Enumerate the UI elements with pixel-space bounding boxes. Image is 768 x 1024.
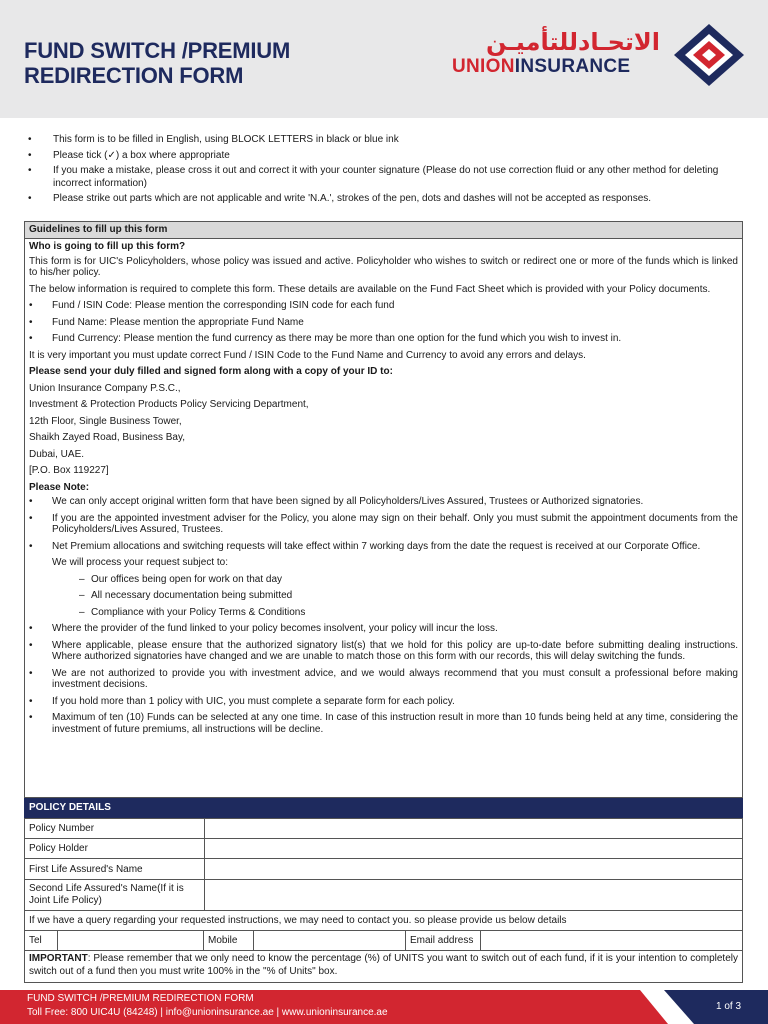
logo-union: UNION <box>452 56 515 77</box>
page-header <box>0 0 768 118</box>
address-line: Shaikh Zayed Road, Business Bay, <box>29 432 186 443</box>
instructions-list <box>28 134 740 209</box>
note-item: • We can only accept original written form that have been signed by all Policyholders/Lives Assured, Trustees or Authorized signatories. <box>29 496 738 508</box>
tel-field[interactable] <box>58 931 204 951</box>
policy-details-heading: POLICY DETAILS <box>24 798 743 818</box>
policy-details-table <box>24 818 743 911</box>
address-line: Dubai, UAE. <box>29 448 85 460</box>
svg-text:الاتحـادللتأميـن: الاتحـادللتأميـن <box>485 28 660 56</box>
guidelines-box <box>24 221 743 798</box>
info-bullet: • Fund / ISIN Code: Please mention the corresponding ISIN code for each fund <box>29 300 738 312</box>
note-item: • Net Premium allocations and switching requests will take effect within 7 working days from the date the request is received at our Corporate Office. <box>29 541 738 553</box>
form-title-line1: FUND SWITCH /PREMIUM <box>24 38 291 63</box>
info-text: The below information is required to complete this form. These details are available on the Fund Fact Sheet which is provided with your Policy documents. <box>29 283 711 295</box>
email-label: Email address <box>406 931 481 951</box>
important-note <box>24 950 743 983</box>
form-title <box>24 38 290 88</box>
instruction-item: • Please tick (✓) a box where appropriate <box>28 150 740 163</box>
note-item: • Maximum of ten (10) Funds can be selected at any one time. In case of this instruction result in more than 10 funds being held at any time, considering the investment of future premiums, all instructions will be decline. <box>29 712 738 735</box>
instruction-item: • If you make a mistake, please cross it out and correct it with your counter signature (Please do not use correction fluid or any other method for deleting incorrect information) <box>28 165 740 190</box>
process-item: – Our offices being open for work on that day <box>29 574 738 586</box>
note-heading: Please Note: <box>29 481 90 493</box>
logo-wordmark <box>452 56 630 78</box>
first-life-assured-label: First Life Assured's Name <box>25 859 205 880</box>
process-item: – All necessary documentation being submitted <box>29 590 738 602</box>
logo-arabic-text <box>452 26 664 58</box>
note-item: • Where applicable, please ensure that the authorized signatory list(s) that we hold for this policy are up-to-date before submitting dealing instructions. Where authorized signatories have changed and we are unable to match those on this form with our records, this will delay switching the funds. <box>29 640 738 663</box>
process-intro: We will process your request subject to: <box>52 557 229 568</box>
table-row <box>25 880 743 911</box>
union-insurance-logo-icon <box>672 22 746 88</box>
table-row <box>25 819 743 839</box>
table-row <box>25 839 743 859</box>
policy-holder-label: Policy Holder <box>25 839 205 859</box>
logo-insurance: INSURANCE <box>514 56 631 77</box>
send-heading: Please send your duly filled and signed form along with a copy of your ID to: <box>29 366 393 377</box>
info-bullet: • Fund Currency: Please mention the fund currency as there may be more than one option for the fund which you wish to invest in. <box>29 333 738 345</box>
table-row <box>25 931 743 951</box>
instruction-item: • Please strike out parts which are not applicable and write 'N.A.', strokes of the pen, dots and dashes will not be accepted as responses. <box>28 193 740 206</box>
note-item: • If you are the appointed investment adviser for the Policy, you alone may sign on their behalf. Only you must submit the appointment documents from the Policyholders/Lives Assured, Trustees. <box>29 513 738 536</box>
mobile-field[interactable] <box>254 931 406 951</box>
form-title-line2: REDIRECTION FORM <box>24 63 244 88</box>
guidelines-heading: Guidelines to fill up this form <box>25 222 742 239</box>
important-text: : Please remember that we only need to know the percentage (%) of UNITS you want to switch out of each fund, if it is your intention to completely switch out of a fund then you must write 100% in the "% of Units" box. <box>29 953 738 977</box>
tel-label: Tel <box>25 931 58 951</box>
policy-number-label: Policy Number <box>25 819 205 839</box>
second-life-assured-label: Second Life Assured's Name(If it is Joint Life Policy) <box>25 880 205 911</box>
footer-form-name: FUND SWITCH /PREMIUM REDIRECTION FORM <box>27 993 254 1004</box>
note-item: • Where the provider of the fund linked to your policy becomes insolvent, your policy will incur the loss. <box>29 623 738 635</box>
email-field[interactable] <box>481 931 743 951</box>
instruction-item: • This form is to be filled in English, using BLOCK LETTERS in black or blue ink <box>28 134 740 147</box>
process-item: – Compliance with your Policy Terms & Conditions <box>29 607 738 619</box>
first-life-assured-field[interactable] <box>205 859 743 880</box>
address-line: Union Insurance Company P.S.C., <box>29 382 181 394</box>
address-line: 12th Floor, Single Business Tower, <box>29 415 182 427</box>
contact-query-text: If we have a query regarding your requested instructions, we may need to contact you. so please provide us below details <box>24 910 743 931</box>
policy-holder-field[interactable] <box>205 839 743 859</box>
table-row <box>25 859 743 880</box>
info-bullet: • Fund Name: Please mention the appropriate Fund Name <box>29 317 738 329</box>
address-line: [P.O. Box 119227] <box>29 465 109 476</box>
who-heading: Who is going to fill up this form? <box>29 241 186 252</box>
policy-number-field[interactable] <box>205 819 743 839</box>
address-line: Investment & Protection Products Policy Servicing Department, <box>29 399 309 410</box>
who-text: This form is for UIC's Policyholders, whose policy was issued and active. Policyholder who wishes to switch or redirect one or more of the funds which is linked to his/her policy. <box>29 255 738 278</box>
update-text: It is very important you must update correct Fund / ISIN Code to the Fund Name and Currency to avoid any errors and delays. <box>29 349 586 361</box>
mobile-label: Mobile <box>204 931 254 951</box>
important-label: IMPORTANT <box>29 953 88 964</box>
second-life-assured-field[interactable] <box>205 880 743 911</box>
page-number: 1 of 3 <box>716 1001 742 1012</box>
note-item: • We are not authorized to provide you with investment advice, and we would always recommend that you must consult a professional before making investment decisions. <box>29 668 738 691</box>
guidelines-body <box>25 239 742 735</box>
footer-contact: Toll Free: 800 UIC4U (84248) | info@unioninsurance.ae | www.unioninsurance.ae <box>27 1007 388 1018</box>
contact-table <box>24 930 743 951</box>
note-item: • If you hold more than 1 policy with UIC, you must complete a separate form for each policy. <box>29 696 738 708</box>
